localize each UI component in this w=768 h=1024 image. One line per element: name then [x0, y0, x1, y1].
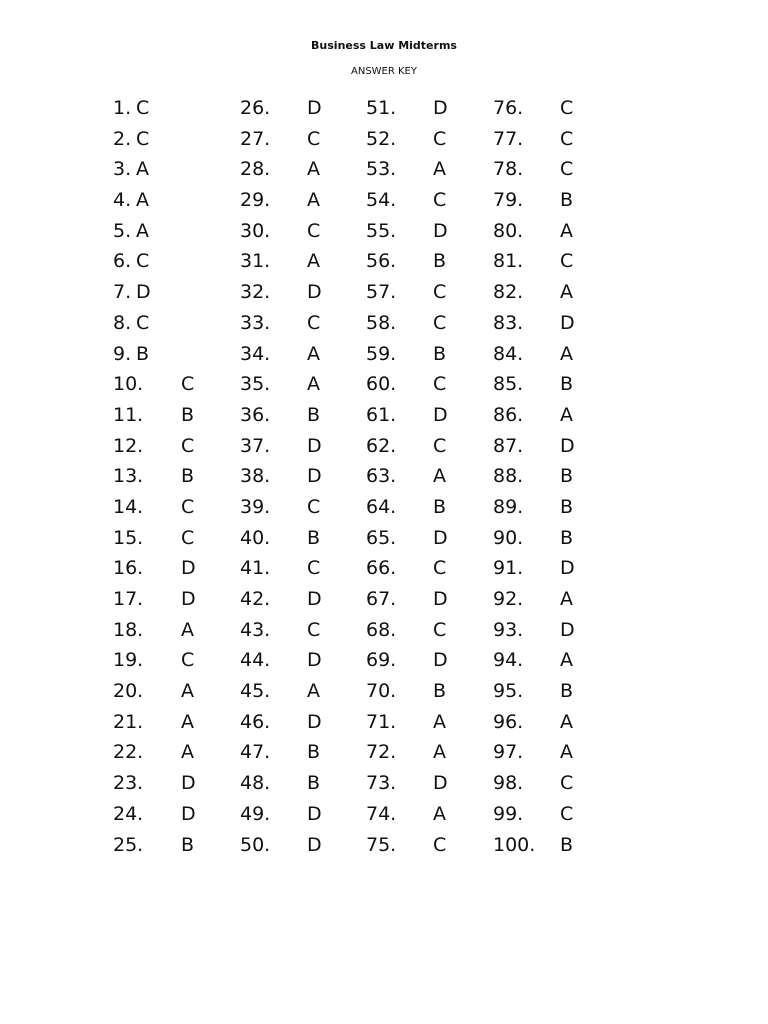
- question-number: 68.: [366, 618, 397, 641]
- answer-row: [0, 246, 768, 277]
- question-number: 51.: [366, 97, 397, 119]
- answer-letter: A: [181, 710, 194, 733]
- answer-letter: D: [307, 434, 322, 457]
- answer-letter: C: [433, 557, 447, 580]
- question-number: 4.: [113, 189, 132, 212]
- question-number: 46.: [240, 710, 271, 733]
- answer-letter: C: [433, 373, 447, 396]
- question-number: 52.: [366, 127, 397, 150]
- answer-letter: C: [560, 158, 574, 181]
- answer-letter: B: [560, 495, 574, 518]
- question-number: 66.: [366, 557, 397, 580]
- answer-letter: D: [433, 649, 448, 672]
- question-number: 13.: [113, 465, 144, 488]
- answer-letter: D: [433, 219, 448, 242]
- question-number: 87.: [493, 434, 524, 457]
- question-number: 76.: [493, 97, 524, 119]
- question-number: 59.: [366, 342, 397, 365]
- answer-letter: A: [307, 189, 320, 212]
- question-number: 1.: [113, 97, 132, 119]
- answer-letter: B: [307, 526, 321, 549]
- question-number: 9.: [113, 342, 132, 365]
- question-number: 95.: [493, 680, 524, 703]
- question-number: 67.: [366, 588, 397, 610]
- answer-letter: D: [181, 588, 196, 610]
- answer-row: [0, 553, 768, 584]
- answer-letter: C: [307, 219, 321, 242]
- question-number: 99.: [493, 802, 524, 825]
- question-number: 20.: [113, 680, 144, 703]
- answer-letter: C: [560, 250, 574, 273]
- answer-letter: D: [307, 281, 322, 304]
- answer-letter: D: [433, 588, 448, 610]
- question-number: 2.: [113, 127, 132, 150]
- answer-letter: A: [181, 741, 194, 764]
- answer-letter: C: [307, 311, 321, 334]
- answer-row: [0, 400, 768, 431]
- question-number: 56.: [366, 250, 397, 273]
- answer-letter: C: [181, 373, 195, 396]
- question-number: 42.: [240, 588, 271, 610]
- question-number: 45.: [240, 680, 271, 703]
- answer-row: [0, 676, 768, 707]
- answer-letter: C: [181, 495, 195, 518]
- question-number: 69.: [366, 649, 397, 672]
- document-subtitle: ANSWER KEY: [351, 66, 417, 77]
- answer-letter: B: [433, 680, 447, 703]
- answer-letter: A: [433, 710, 446, 733]
- question-number: 79.: [493, 189, 524, 212]
- answer-letter: A: [433, 802, 446, 825]
- question-number: 64.: [366, 495, 397, 518]
- question-number: 29.: [240, 189, 271, 212]
- answer-letter: B: [560, 833, 574, 856]
- answer-letter: D: [560, 557, 575, 580]
- answer-letter: D: [307, 97, 322, 119]
- question-number: 57.: [366, 281, 397, 304]
- question-number: 32.: [240, 281, 271, 304]
- question-number: 81.: [493, 250, 524, 273]
- answer-grid: [0, 93, 768, 860]
- question-number: 24.: [113, 802, 144, 825]
- question-number: 84.: [493, 342, 524, 365]
- answer-row: [0, 308, 768, 339]
- answer-letter: D: [181, 772, 196, 795]
- question-number: 34.: [240, 342, 271, 365]
- question-number: 85.: [493, 373, 524, 396]
- answer-letter: B: [560, 373, 574, 396]
- answer-letter: B: [307, 403, 321, 426]
- answer-row: [0, 830, 768, 861]
- question-number: 72.: [366, 741, 397, 764]
- answer-letter: B: [560, 526, 574, 549]
- question-number: 16.: [113, 557, 144, 580]
- answer-letter: C: [307, 495, 321, 518]
- answer-letter: C: [136, 250, 150, 273]
- answer-row: [0, 523, 768, 554]
- question-number: 86.: [493, 403, 524, 426]
- answer-letter: A: [560, 403, 573, 426]
- question-number: 98.: [493, 772, 524, 795]
- question-number: 11.: [113, 403, 144, 426]
- answer-row: [0, 93, 768, 124]
- answer-row: [0, 216, 768, 247]
- answer-letter: A: [560, 588, 573, 610]
- answer-letter: B: [433, 342, 447, 365]
- answer-letter: D: [307, 588, 322, 610]
- answer-letter: C: [181, 649, 195, 672]
- question-number: 100.: [493, 833, 536, 856]
- answer-letter: D: [307, 649, 322, 672]
- answer-letter: A: [181, 618, 194, 641]
- question-number: 74.: [366, 802, 397, 825]
- answer-letter: D: [307, 802, 322, 825]
- answer-letter: D: [433, 772, 448, 795]
- question-number: 97.: [493, 741, 524, 764]
- question-number: 93.: [493, 618, 524, 641]
- answer-letter: A: [307, 373, 320, 396]
- question-number: 10.: [113, 373, 144, 396]
- answer-letter: D: [433, 97, 448, 119]
- answer-letter: C: [181, 526, 195, 549]
- question-number: 60.: [366, 373, 397, 396]
- question-number: 48.: [240, 772, 271, 795]
- answer-letter: A: [560, 281, 573, 304]
- question-number: 36.: [240, 403, 271, 426]
- question-number: 19.: [113, 649, 144, 672]
- answer-letter: A: [560, 649, 573, 672]
- answer-row: [0, 154, 768, 185]
- answer-letter: A: [307, 342, 320, 365]
- answer-letter: B: [307, 741, 321, 764]
- answer-row: [0, 799, 768, 830]
- question-number: 49.: [240, 802, 271, 825]
- answer-letter: C: [433, 189, 447, 212]
- answer-letter: A: [433, 741, 446, 764]
- answer-letter: C: [560, 772, 574, 795]
- question-number: 96.: [493, 710, 524, 733]
- question-number: 75.: [366, 833, 397, 856]
- answer-letter: D: [560, 434, 575, 457]
- question-number: 90.: [493, 526, 524, 549]
- question-number: 50.: [240, 833, 271, 856]
- answer-letter: C: [307, 618, 321, 641]
- question-number: 40.: [240, 526, 271, 549]
- question-number: 33.: [240, 311, 271, 334]
- answer-row: [0, 431, 768, 462]
- answer-letter: B: [181, 465, 195, 488]
- answer-letter: C: [307, 557, 321, 580]
- question-number: 6.: [113, 250, 132, 273]
- answer-row: [0, 124, 768, 155]
- question-number: 3.: [113, 158, 132, 181]
- answer-row: [0, 707, 768, 738]
- question-number: 70.: [366, 680, 397, 703]
- answer-letter: C: [433, 833, 447, 856]
- question-number: 8.: [113, 311, 132, 334]
- question-number: 63.: [366, 465, 397, 488]
- answer-letter: B: [181, 833, 195, 856]
- answer-letter: A: [560, 219, 573, 242]
- question-number: 27.: [240, 127, 271, 150]
- question-number: 28.: [240, 158, 271, 181]
- question-number: 43.: [240, 618, 271, 641]
- answer-letter: A: [560, 342, 573, 365]
- answer-letter: A: [307, 250, 320, 273]
- question-number: 7.: [113, 281, 132, 304]
- answer-letter: B: [433, 250, 447, 273]
- question-number: 44.: [240, 649, 271, 672]
- answer-letter: A: [136, 158, 149, 181]
- answer-letter: D: [433, 526, 448, 549]
- answer-letter: C: [136, 127, 150, 150]
- question-number: 30.: [240, 219, 271, 242]
- question-number: 78.: [493, 158, 524, 181]
- question-number: 39.: [240, 495, 271, 518]
- question-number: 21.: [113, 710, 144, 733]
- question-number: 37.: [240, 434, 271, 457]
- answer-letter: C: [433, 281, 447, 304]
- question-number: 5.: [113, 219, 132, 242]
- answer-letter: C: [560, 97, 574, 119]
- answer-letter: A: [136, 189, 149, 212]
- question-number: 61.: [366, 403, 397, 426]
- answer-row: [0, 492, 768, 523]
- question-number: 71.: [366, 710, 397, 733]
- question-number: 38.: [240, 465, 271, 488]
- question-number: 41.: [240, 557, 271, 580]
- answer-letter: B: [181, 403, 195, 426]
- answer-letter: A: [433, 465, 446, 488]
- question-number: 17.: [113, 588, 144, 610]
- answer-letter: D: [307, 710, 322, 733]
- answer-row: [0, 584, 768, 615]
- question-number: 94.: [493, 649, 524, 672]
- answer-letter: D: [307, 465, 322, 488]
- answer-letter: B: [560, 465, 574, 488]
- question-number: 15.: [113, 526, 144, 549]
- answer-row: [0, 461, 768, 492]
- question-number: 91.: [493, 557, 524, 580]
- answer-letter: C: [433, 434, 447, 457]
- question-number: 62.: [366, 434, 397, 457]
- answer-letter: B: [136, 342, 150, 365]
- question-number: 25.: [113, 833, 144, 856]
- question-number: 73.: [366, 772, 397, 795]
- question-number: 58.: [366, 311, 397, 334]
- answer-letter: C: [181, 434, 195, 457]
- document-title: Business Law Midterms: [311, 39, 457, 52]
- answer-letter: A: [560, 710, 573, 733]
- answer-letter: D: [307, 833, 322, 856]
- answer-letter: C: [136, 311, 150, 334]
- answer-letter: C: [136, 97, 150, 119]
- answer-letter: A: [433, 158, 446, 181]
- question-number: 89.: [493, 495, 524, 518]
- answer-letter: B: [560, 189, 574, 212]
- question-number: 92.: [493, 588, 524, 610]
- answer-letter: C: [433, 311, 447, 334]
- question-number: 23.: [113, 772, 144, 795]
- answer-row: [0, 369, 768, 400]
- answer-letter: D: [136, 281, 151, 304]
- answer-letter: D: [433, 403, 448, 426]
- question-number: 12.: [113, 434, 144, 457]
- answer-letter: A: [307, 680, 320, 703]
- answer-letter: D: [560, 618, 575, 641]
- answer-letter: A: [136, 219, 149, 242]
- question-number: 88.: [493, 465, 524, 488]
- answer-letter: D: [181, 557, 196, 580]
- answer-row: [0, 615, 768, 646]
- answer-row: [0, 645, 768, 676]
- answer-row: [0, 277, 768, 308]
- answer-letter: A: [181, 680, 194, 703]
- question-number: 55.: [366, 219, 397, 242]
- question-number: 47.: [240, 741, 271, 764]
- answer-letter: B: [433, 495, 447, 518]
- answer-letter: A: [307, 158, 320, 181]
- answer-letter: C: [560, 802, 574, 825]
- answer-letter: B: [307, 772, 321, 795]
- question-number: 82.: [493, 281, 524, 304]
- question-number: 35.: [240, 373, 271, 396]
- question-number: 53.: [366, 158, 397, 181]
- answer-letter: C: [307, 127, 321, 150]
- answer-letter: B: [560, 680, 574, 703]
- question-number: 14.: [113, 495, 144, 518]
- answer-letter: C: [433, 127, 447, 150]
- question-number: 26.: [240, 97, 271, 119]
- question-number: 18.: [113, 618, 144, 641]
- answer-letter: A: [560, 741, 573, 764]
- question-number: 65.: [366, 526, 397, 549]
- answer-letter: C: [560, 127, 574, 150]
- answer-letter: C: [433, 618, 447, 641]
- answer-row: [0, 185, 768, 216]
- question-number: 77.: [493, 127, 524, 150]
- answer-letter: D: [181, 802, 196, 825]
- answer-row: [0, 339, 768, 370]
- question-number: 83.: [493, 311, 524, 334]
- question-number: 22.: [113, 741, 144, 764]
- question-number: 80.: [493, 219, 524, 242]
- answer-row: [0, 737, 768, 768]
- answer-letter: D: [560, 311, 575, 334]
- answer-row: [0, 768, 768, 799]
- question-number: 54.: [366, 189, 397, 212]
- question-number: 31.: [240, 250, 271, 273]
